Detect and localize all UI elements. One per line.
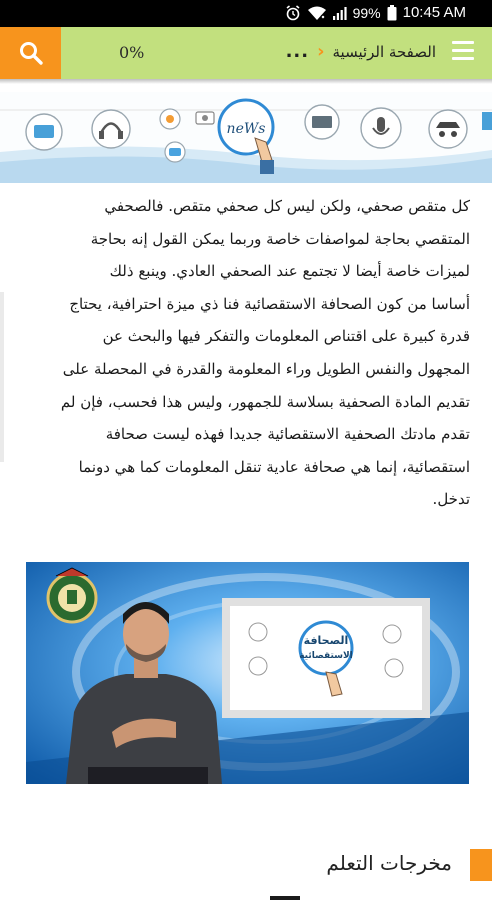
article-line: أساسا من كون الصحافة الاستقصائية فنا ذي ميزة احترافية، يحتاج [69,294,470,313]
app-bar [0,27,492,79]
status-time: 10:45 AM [402,4,466,21]
news-banner-illustration [0,92,492,183]
video-screen-title-2: الاستقصائية [299,651,353,661]
hamburger-icon [452,41,474,60]
rss-icon [160,109,180,129]
article-line: قدرة كبيرة على اقتناص المعلومات والتفكر فيها والبحث عن [102,327,470,346]
article-line: تقديم المادة الصحفية بسلاسة للجمهور، وليس هذا فحسب، فإن لم [60,392,470,411]
tablet-icon [482,112,492,130]
news-label: neWs [226,121,266,137]
menu-button[interactable] [452,41,474,63]
article-line: المجهول والنفس الطويل وراء المعلومة والقدرة في المحصلة على [62,359,470,378]
wifi-icon [307,5,327,21]
search-icon [18,40,44,66]
article-line: المتقصي بحاجة لمواصفات خاصة وربما يمكن القول إنه بحاجة [90,229,470,248]
side-handle[interactable] [0,292,4,462]
breadcrumb [286,41,436,62]
microphone-icon [361,108,401,148]
article-line: استقصائية، إنما هي صحافة عادية تنقل المعلومات كما هي دونما [78,457,470,476]
headphones-icon [92,110,130,148]
tv-icon [26,114,62,150]
app-bar-shadow [0,79,492,84]
battery-icon [387,5,397,21]
article-line: تدخل. [432,490,470,509]
signal-icon [333,6,347,20]
section-title: مخرجات التعلم [326,851,452,875]
article-text [22,190,470,516]
article-line: لميزات خاصة أيضا لا تجتمع عند الصحفي العادي. وينبع ذلك [109,262,470,281]
laptop-icon [305,105,339,139]
battery-percent: 99% [352,4,381,21]
spy-icon [429,110,467,148]
article-line: تقدم مادتك الصحفية الاستقصائية جديدا فهذه ليست صحافة [105,425,470,444]
video-screen-title-1: الصحافة [303,634,349,647]
next-section-fragment [266,892,306,900]
camera-icon [196,112,214,124]
alarm-icon [285,5,301,21]
breadcrumb-more[interactable]: ... [285,41,310,62]
breadcrumb-home[interactable]: الصفحة الرئيسية [332,42,436,61]
chat-icon [165,142,185,162]
reading-progress: 0% [119,43,145,62]
article-line: كل متقص صحفي، ولكن ليس كل صحفي متقص. فالصحفي [104,197,470,215]
header-banner [0,92,492,183]
chevron-left-icon: ‹ [317,41,325,62]
video-thumbnail[interactable] [26,562,469,784]
section-accent-bar [470,849,492,881]
search-button[interactable] [0,27,61,79]
status-bar [0,0,492,27]
video-scene [26,562,469,784]
video-screen-board [226,602,426,714]
